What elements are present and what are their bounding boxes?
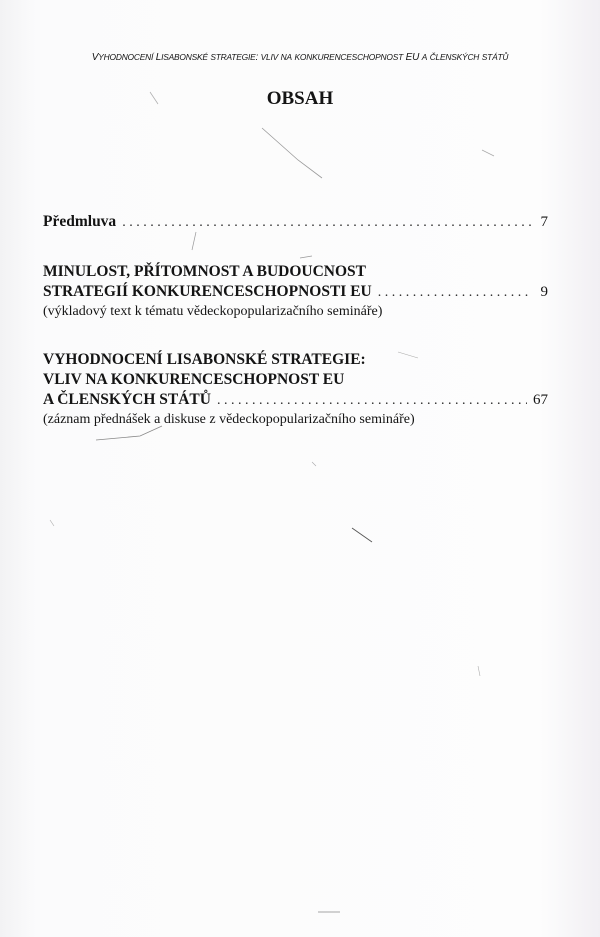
toc-page-number: 67	[533, 392, 548, 408]
toc-entry-title: VLIV NA KONKURENCESCHOPNOST EU	[43, 371, 345, 388]
toc-entry-note: (záznam přednášek a diskuse z vědeckopopularizačního semináře)	[43, 412, 415, 427]
toc-entry-title: A ČLENSKÝCH STÁTŮ	[43, 391, 211, 408]
toc-entry-note: (výkladový text k tématu vědeckopopularizačního semináře)	[43, 304, 383, 319]
toc-entry-title: STRATEGIÍ KONKURENCESCHOPNOSTI EU	[43, 283, 372, 300]
toc-entry-line	[43, 390, 548, 411]
toc-entry-preface[interactable]	[43, 212, 548, 233]
contents-title: OBSAH	[266, 88, 334, 109]
running-head: VYHODNOCENÍ LISABONSKÉ STRATEGIE: VLIV NA KONKURENCESCHOPNOST EU A ČLENSKÝCH STÁTŮ	[91, 52, 509, 63]
toc-entry-line	[43, 212, 548, 233]
dot-leader	[217, 391, 527, 411]
toc-entry-title: VYHODNOCENÍ LISABONSKÉ STRATEGIE:	[43, 351, 366, 368]
toc-entry-minulost[interactable]	[43, 262, 548, 321]
dot-leader	[122, 213, 532, 233]
toc-page-number: 9	[540, 284, 548, 300]
toc-entry-title: Předmluva	[43, 213, 117, 230]
toc-entry-title: MINULOST, PŘÍTOMNOST A BUDOUCNOST	[43, 263, 366, 280]
toc-entry-line	[43, 282, 548, 303]
dot-leader	[378, 283, 532, 303]
toc-page-number: 7	[540, 214, 548, 230]
toc-entry-vyhodnoceni[interactable]	[43, 350, 548, 429]
